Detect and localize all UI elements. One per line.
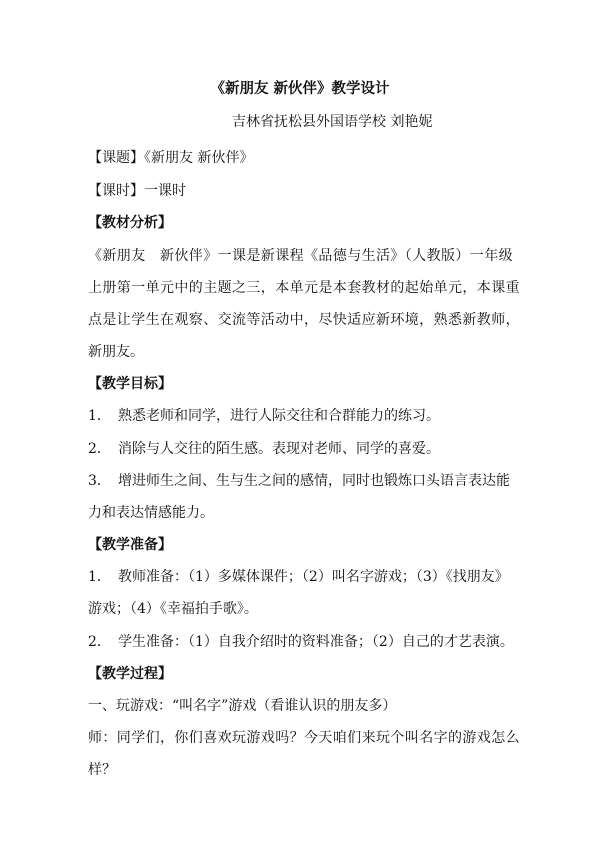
- period-line: 【课时】一课时: [88, 183, 186, 199]
- process-line: 一、玩游戏：“叫名字”游戏（看谁认识的朋友多）: [88, 698, 397, 714]
- author-line: 吉林省抚松县外国语学校 刘艳妮: [232, 114, 433, 130]
- analysis-line: 点是让学生在观察、交流等活动中，尽快适应新环境，熟悉新教师，: [88, 312, 520, 328]
- prep-continuation: 游戏；（4）《幸福拍手歌》。: [88, 601, 258, 617]
- analysis-heading: 【教材分析】: [88, 215, 172, 231]
- goal-item: [88, 440, 440, 458]
- prep-item: [88, 633, 514, 651]
- goal-text: 消除与人交往的陌生感。表现对老师、同学的喜爱。: [118, 441, 440, 457]
- prep-text: 教师准备：（1）多媒体课件；（2）叫名字游戏；（3）《找朋友》: [118, 569, 509, 585]
- document-title: 《新朋友 新伙伴》教学设计: [210, 80, 390, 97]
- goals-heading: 【教学目标】: [88, 376, 172, 392]
- prep-number: 2．: [88, 634, 111, 650]
- analysis-line: 《新朋友 新伙伴》一课是新课程《品德与生活》（人教版）一年级: [88, 248, 513, 264]
- process-line: 师：同学们，你们喜欢玩游戏吗？今天咱们来玩个叫名字的游戏怎么: [88, 730, 520, 746]
- goal-text: 增进师生之间、生与生之间的感情，同时也锻炼口头语言表达能: [118, 473, 510, 489]
- goal-number: 2．: [88, 441, 111, 457]
- goal-continuation: 力和表达情感能力。: [88, 505, 214, 521]
- process-line: 样？: [88, 762, 116, 778]
- prep-item: [88, 568, 509, 586]
- topic-line: 【课题】《新朋友 新伙伴》: [88, 150, 254, 166]
- prep-text: 学生准备：（1）自我介绍时的资料准备；（2）自己的才艺表演。: [118, 634, 514, 650]
- goal-number: 3．: [88, 473, 111, 489]
- goal-item: [88, 407, 440, 425]
- analysis-line: 上册第一单元中的主题之三，本单元是本套教材的起始单元，本课重: [88, 280, 520, 296]
- prep-number: 1．: [88, 569, 111, 585]
- analysis-line: 新朋友。: [88, 344, 144, 360]
- goal-item: [88, 472, 510, 490]
- process-heading: 【教学过程】: [88, 666, 172, 682]
- goal-text: 熟悉老师和同学，进行人际交往和合群能力的练习。: [118, 408, 440, 424]
- prep-heading: 【教学准备】: [88, 537, 172, 553]
- goal-number: 1．: [88, 408, 111, 424]
